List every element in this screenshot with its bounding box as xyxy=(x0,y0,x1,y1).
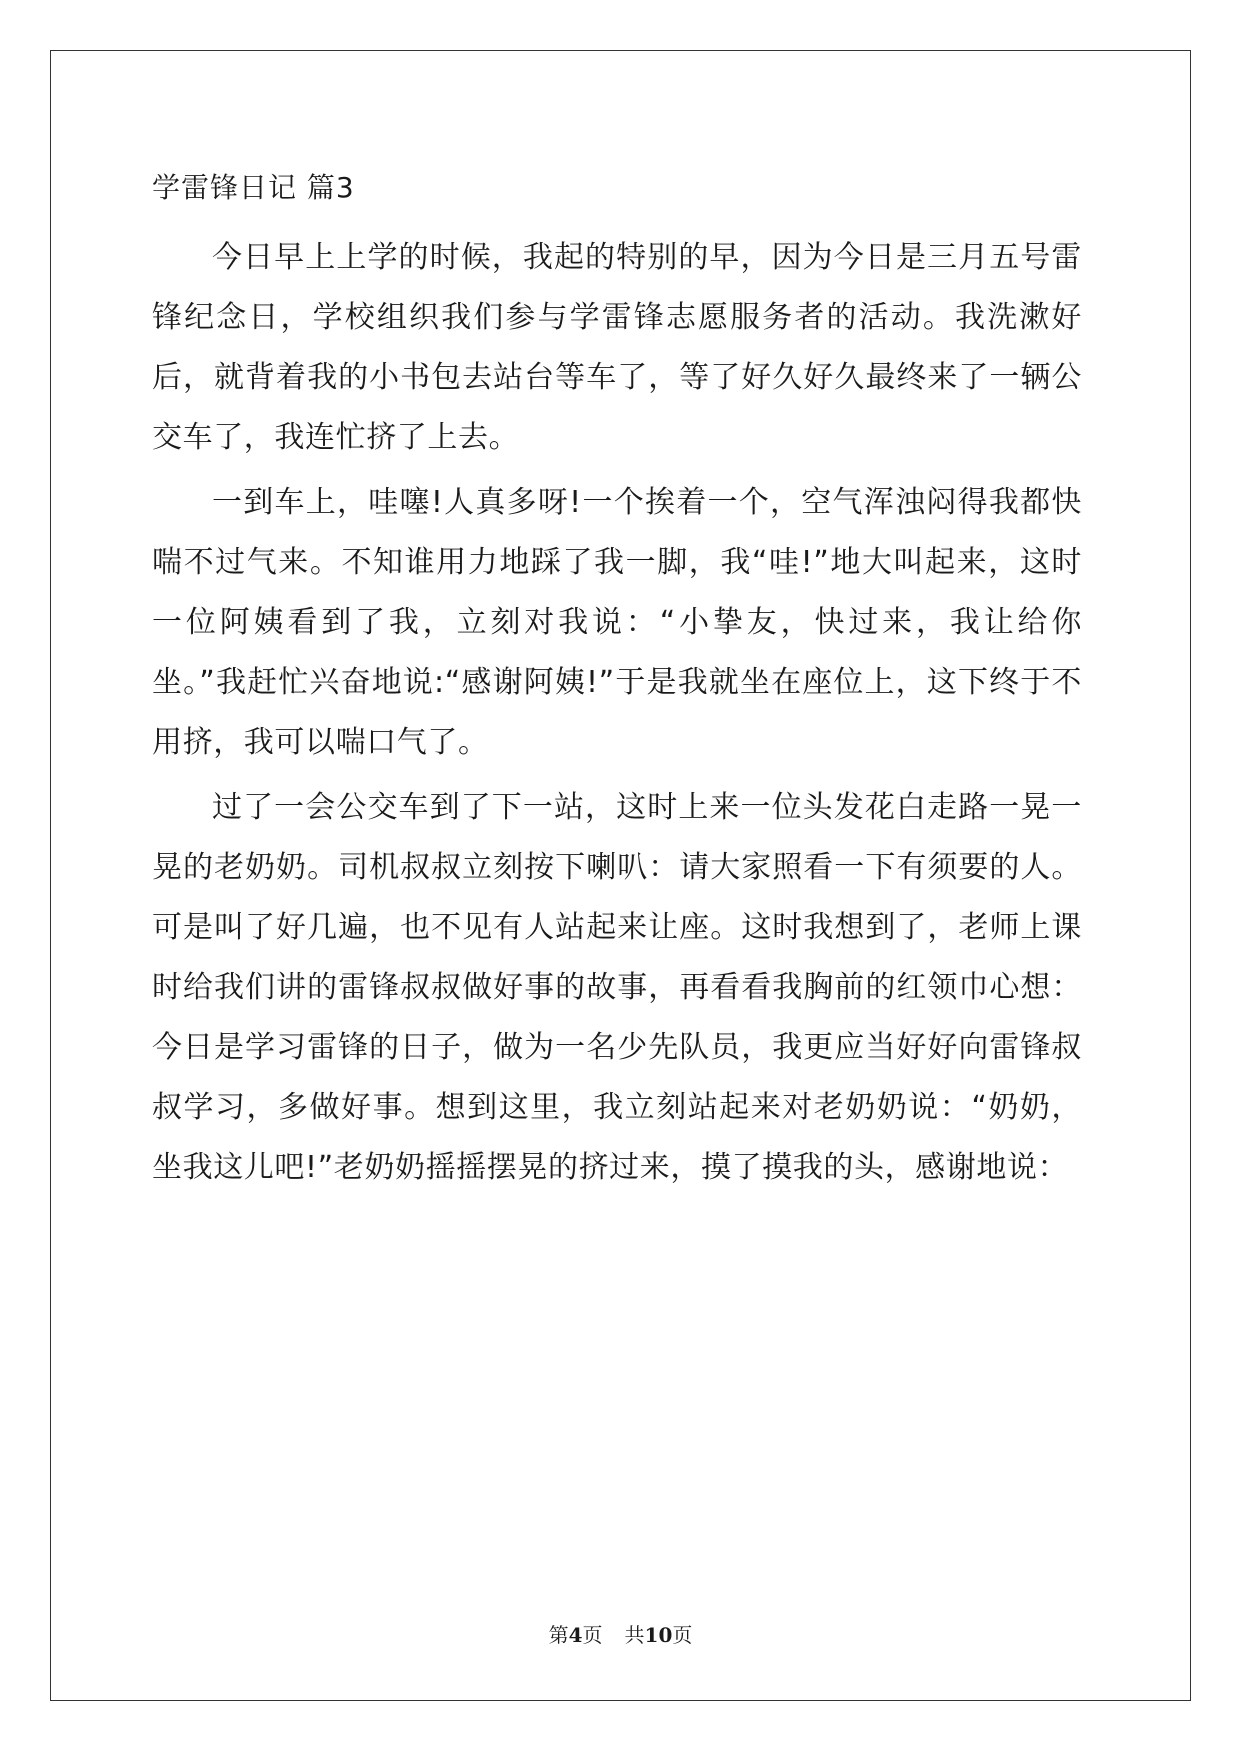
paragraph-2: 一到车上，哇噻!人真多呀!一个挨着一个，空气浑浊闷得我都快喘不过气来。不知谁用力地踩了我一脚，我“哇!”地大叫起来，这时一位阿姨看到了我，立刻对我说：“小挚友，快过来，我让给你坐。”我赶忙兴奋地说:“感谢阿姨!”于是我就坐在座位上，这下终于不用挤，我可以喘口气了。 xyxy=(152,485,1082,760)
paragraph-3: 过了一会公交车到了下一站，这时上来一位头发花白走路一晃一晃的老奶奶。司机叔叔立刻按下喇叭：请大家照看一下有须要的人。可是叫了好几遍，也不见有人站起来让座。这时我想到了，老师上课时给我们讲的雷锋叔叔做好事的故事，再看看我胸前的红领巾心想：今日是学习雷锋的日子，做为一名少先队员，我更应当好好向雷锋叔叔学习，多做好事。想到这里，我立刻站起来对老奶奶说：“奶奶，坐我这儿吧!”老奶奶摇摇摆晃的挤过来，摸了摸我的头，感谢地说： xyxy=(152,790,1082,1185)
page-footer xyxy=(0,1620,1241,1650)
page-prefix: 第 xyxy=(548,1623,569,1647)
page-suffix: 页 xyxy=(582,1623,603,1647)
page-total-number: 10 xyxy=(644,1623,673,1647)
page-current-number: 4 xyxy=(568,1623,583,1647)
document-body xyxy=(152,163,1082,1198)
total-suffix: 页 xyxy=(672,1623,693,1647)
paragraph-1: 今日早上上学的时候，我起的特别的早，因为今日是三月五号雷锋纪念日，学校组织我们参与学雷锋志愿服务者的活动。我洗漱好后，就背着我的小书包去站台等车了，等了好久好久最终来了一辆公交车了，我连忙挤了上去。 xyxy=(152,240,1082,455)
total-prefix: 共 xyxy=(624,1623,645,1647)
document-title: 学雷锋日记 篇3 xyxy=(152,171,355,204)
